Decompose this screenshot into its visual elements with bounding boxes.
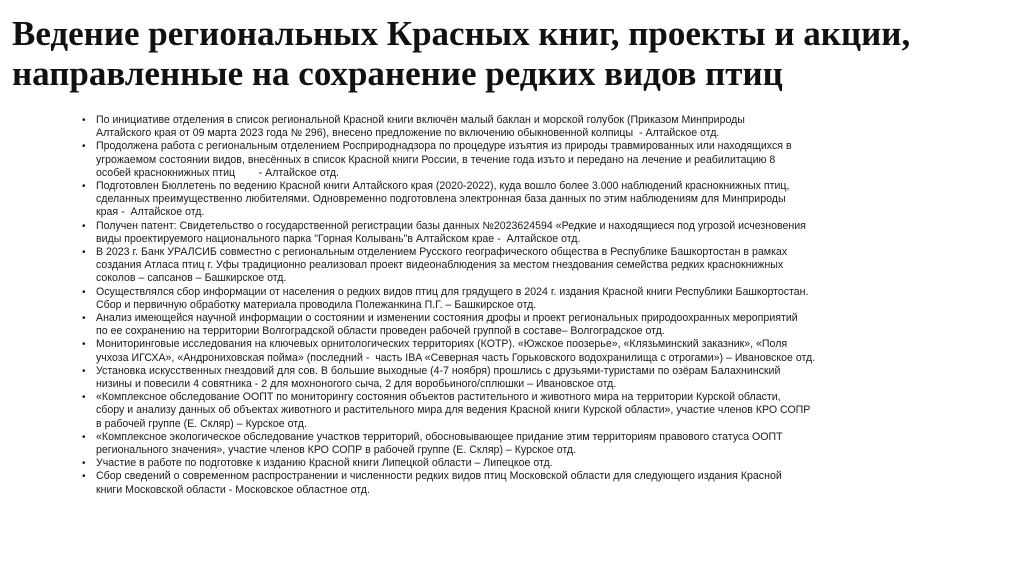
bullet-item (80, 180, 960, 220)
bullet-text-line: соколов – сапсанов – Башкирское отд. (96, 272, 287, 285)
bullet-dot-icon: • (82, 181, 86, 193)
bullet-text-line: книги Московской области - Московское областное отд. (96, 483, 370, 496)
bullet-item (80, 365, 960, 391)
bullet-text-line: Алтайского края от 09 марта 2023 года № 296), внесено предложение по включению обыкновенной колпицы - Алтайское отд. (96, 127, 720, 140)
bullet-item (80, 140, 960, 180)
bullet-item (80, 391, 960, 431)
slide-title (12, 14, 1012, 94)
bullet-dot-icon: • (82, 115, 86, 126)
slide-title-line: Ведение региональных Красных книг, проекты и акции, (12, 14, 911, 53)
bullet-list (80, 114, 960, 497)
bullet-text-line: «Комплексное обследование ООПТ по мониторингу состояния объектов растительного и животного мира на территории Курской области, (96, 391, 781, 404)
bullet-item (80, 457, 960, 470)
bullet-text-line: В 2023 г. Банк УРАЛСИБ совместно с региональным отделением Русского географического общества в Республике Башкортостан в рамках (96, 246, 788, 259)
bullet-dot-icon: • (82, 220, 86, 232)
bullet-item (80, 470, 960, 496)
bullet-text-line: Мониторинговые исследования на ключевых орнитологических территориях (КОТР). «Южское поозерье», «Клязьминский заказник», «Поля (96, 338, 788, 351)
bullet-dot-icon: • (82, 431, 86, 443)
bullet-text-line: по ее сохранению на территории Волгоградской области проведен рабочей группой в составе– Волгоградское отд. (96, 325, 665, 338)
bullet-text-line: края - Алтайское отд. (96, 206, 205, 219)
bullet-text-line: сделанных преимущественно любителями. Одновременно подготовлена электронная база данных по этим наблюдениям для Минприроды (96, 193, 786, 206)
bullet-text-line: Подготовлен Бюллетень по ведению Красной книги Алтайского края (2020-2022), куда вошло более 3.000 наблюдений краснокнижных птиц, (96, 180, 790, 193)
bullet-item (80, 246, 960, 286)
bullet-dot-icon: • (82, 313, 86, 325)
bullet-text-line: низины и повесили 4 совятника - 2 для мохноногого сыча, 2 для воробьиного/сплюшки – Ивановское отд. (96, 378, 617, 391)
bullet-text-line: По инициативе отделения в список региональной Красной книги включён малый баклан и морской голубок (Приказом Минприроды (96, 114, 745, 126)
bullet-text-line: Получен патент: Свидетельство о государственной регистрации базы данных №2023624594 «Редкие и находящиеся под угрозой исчезновения (96, 219, 806, 232)
bullet-text-line: в рабочей группе (Е. Скляр) – Курское отд. (96, 417, 307, 430)
bullet-text-line: угрожаемом состоянии видов, внесённых в список Красной книги России, в течение года изъто и передано на лечение и реабилитацию 8 (96, 153, 776, 166)
bullet-dot-icon: • (82, 141, 86, 153)
bullet-item (80, 338, 960, 364)
bullet-dot-icon: • (82, 247, 86, 259)
bullet-dot-icon: • (82, 286, 86, 298)
bullet-text-line: виды проектируемого национального парка "Горная Колывань"в Алтайском крае - Алтайское отд. (96, 232, 581, 245)
bullet-text-line: Сбор сведений о современном распространении и численности редких видов птиц Московской области для следующего издания Красной (96, 470, 782, 483)
bullet-text-line: Установка искусственных гнездовий для сов. В большие выходные (4-7 ноября) прошлись с друзьями-туристами по озёрам Балахнинский (96, 364, 781, 377)
bullet-dot-icon: • (82, 339, 86, 351)
bullet-text-line: особей краснокнижных птиц - Алтайское отд. (96, 166, 339, 179)
bullet-text-line: учхоза ИГСХА», «Андрониховская пойма» (последний - часть IBA «Северная часть Горьковского водохранилища с отрогами») – Ивановское отд. (96, 351, 816, 364)
bullet-item (80, 286, 960, 312)
bullet-dot-icon: • (82, 365, 86, 377)
bullet-item (80, 431, 960, 457)
bullet-text-line: Осуществлялся сбор информации от населения о редких видов птиц для грядущего в 2024 г. издания Красной книги Республики Башкортостан. (96, 285, 809, 298)
bullet-item (80, 114, 960, 140)
bullet-text-line: сбору и анализу данных об объектах животного и растительного мира для ведения Красной книги Курской области», участие членов КРО СОПР (96, 404, 811, 417)
bullet-text-line: Участие в работе по подготовке к изданию Красной книги Липецкой области – Липецкое отд. (96, 457, 553, 470)
bullet-dot-icon: • (82, 458, 86, 470)
bullet-dot-icon: • (82, 471, 86, 483)
bullet-dot-icon: • (82, 392, 86, 404)
bullet-item (80, 312, 960, 338)
bullet-text-line: создания Атласа птиц г. Уфы традиционно реализовал проект видеонаблюдения за местом гнездования семейства редких краснокнижных (96, 259, 784, 272)
slide-title-line: направленные на сохранение редких видов птиц (12, 54, 783, 93)
bullet-text-line: «Комплексное экологическое обследование участков территорий, обосновывающее придание этим территориям правового статуса ООПТ (96, 430, 783, 443)
bullet-item (80, 220, 960, 246)
bullet-text-line: Продолжена работа с региональным отделением Росприроднадзора по процедуре изъятия из природы травмированных или находящихся в (96, 140, 792, 153)
bullet-text-line: регионального значения», участие членов КРО СОПР в рабочей группе (Е. Скляр) – Курское отд. (96, 444, 577, 457)
bullet-text-line: Сбор и первичную обработку материала проводила Полежанкина П.Г. – Башкирское отд. (96, 298, 537, 311)
bullet-text-line: Анализ имеющейся научной информации о состоянии и изменении состояния дрофы и проект региональных природоохранных мероприятий (96, 312, 798, 325)
